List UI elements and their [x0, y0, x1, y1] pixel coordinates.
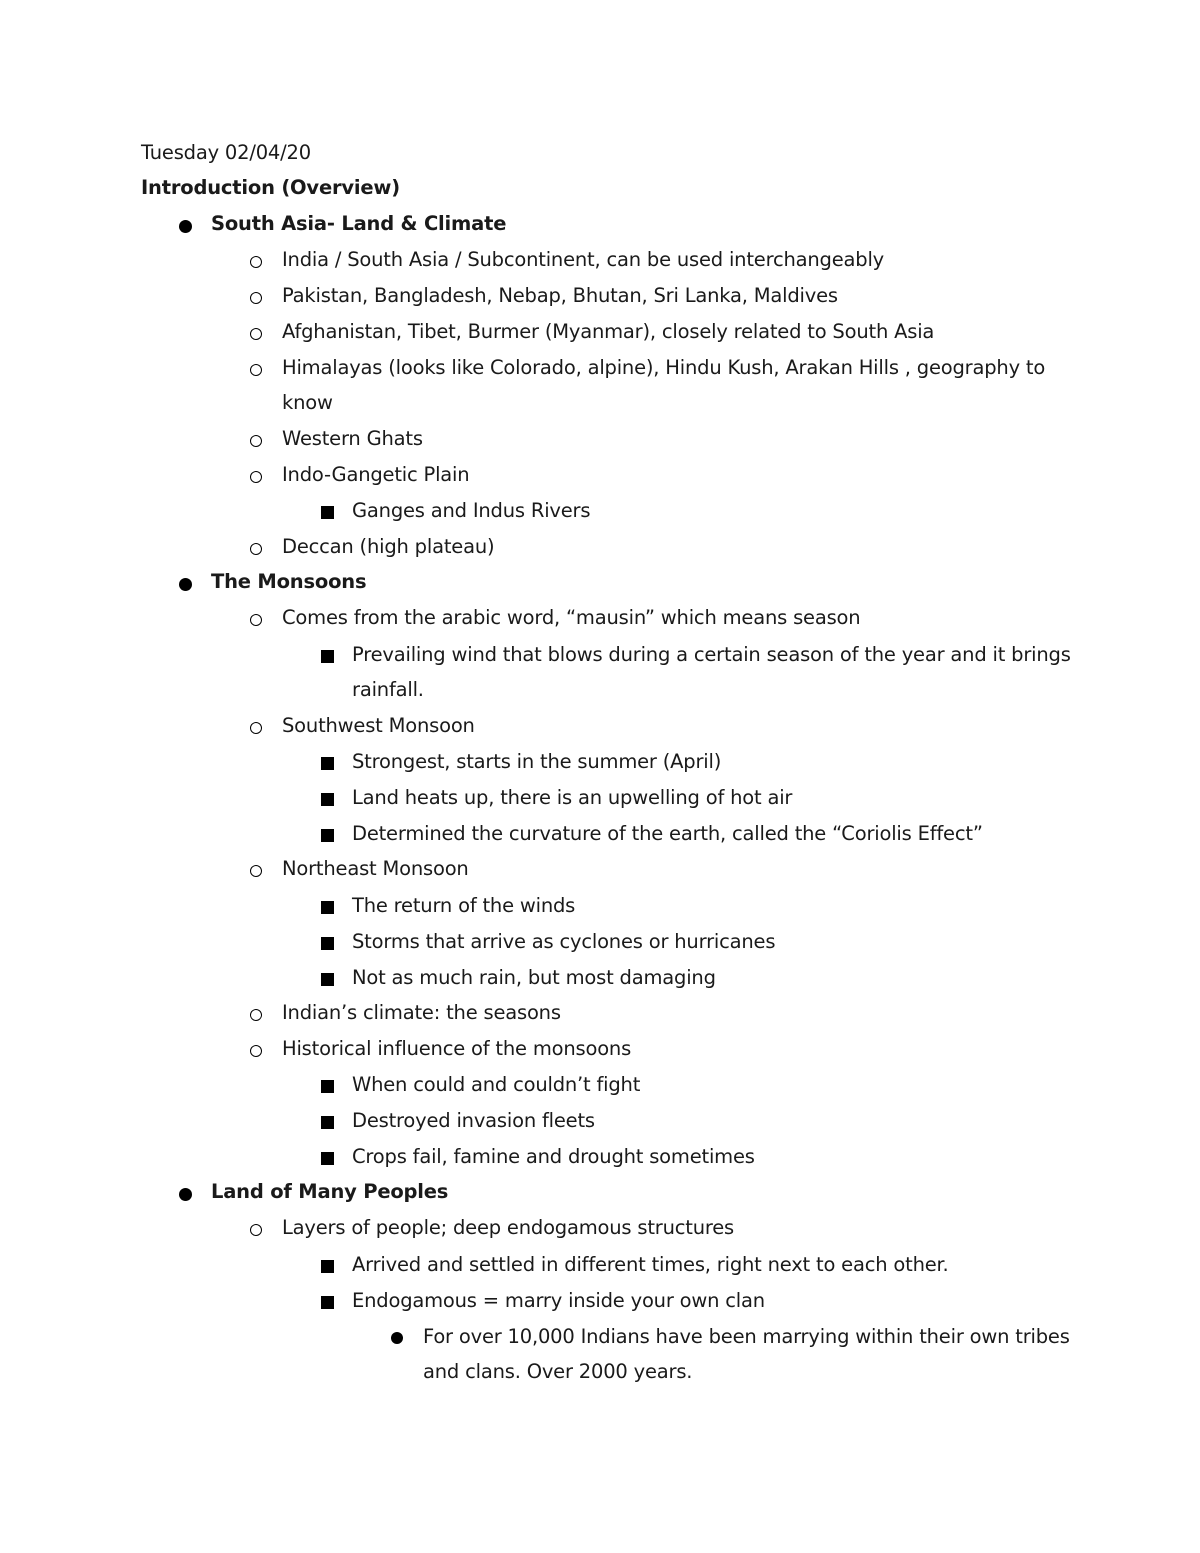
list-item: Ganges and Indus Rivers — [352, 499, 591, 522]
list-item: Indian’s climate: the seasons — [282, 1001, 561, 1024]
bullet-filled-icon — [179, 578, 192, 591]
bullet-hollow-icon — [250, 722, 262, 734]
bullet-square-icon — [321, 1260, 334, 1273]
list-item: Indo-Gangetic Plain — [282, 463, 470, 486]
list-item: Determined the curvature of the earth, called the “Coriolis Effect” — [352, 822, 983, 845]
list-item-continuation: know — [282, 391, 333, 414]
bullet-hollow-icon — [250, 1045, 262, 1057]
title-line: Introduction (Overview) — [141, 176, 400, 199]
list-item: India / South Asia / Subcontinent, can be used interchangeably — [282, 248, 885, 271]
list-item: Himalayas (looks like Colorado, alpine), Hindu Kush, Arakan Hills , geography to — [282, 356, 1046, 379]
bullet-hollow-icon — [250, 471, 262, 483]
list-item: Destroyed invasion fleets — [352, 1109, 595, 1132]
bullet-hollow-icon — [250, 256, 262, 268]
list-item: Land heats up, there is an upwelling of hot air — [352, 786, 793, 809]
bullet-hollow-icon — [250, 1009, 262, 1021]
list-item: Western Ghats — [282, 427, 423, 450]
list-item: Afghanistan, Tibet, Burmer (Myanmar), closely related to South Asia — [282, 320, 935, 343]
list-item: Southwest Monsoon — [282, 714, 475, 737]
list-item: Crops fail, famine and drought sometimes — [352, 1145, 755, 1168]
bullet-square-icon — [321, 1116, 334, 1129]
list-item: Storms that arrive as cyclones or hurricanes — [352, 930, 776, 953]
list-item: Deccan (high plateau) — [282, 535, 495, 558]
bullet-filled-icon — [179, 220, 192, 233]
list-item-continuation: rainfall. — [352, 678, 424, 701]
bullet-square-icon — [321, 757, 334, 770]
list-item: Land of Many Peoples — [211, 1180, 449, 1203]
bullet-hollow-icon — [250, 1224, 262, 1236]
bullet-square-icon — [321, 901, 334, 914]
list-item: South Asia- Land & Climate — [211, 212, 507, 235]
bullet-square-icon — [321, 1296, 334, 1309]
list-item: Layers of people; deep endogamous structures — [282, 1216, 735, 1239]
bullet-filled-icon — [391, 1332, 403, 1344]
bullet-square-icon — [321, 937, 334, 950]
list-item: Historical influence of the monsoons — [282, 1037, 632, 1060]
bullet-square-icon — [321, 1080, 334, 1093]
list-item: Comes from the arabic word, “mausin” which means season — [282, 606, 861, 629]
bullet-hollow-icon — [250, 865, 262, 877]
bullet-square-icon — [321, 973, 334, 986]
list-item: The return of the winds — [352, 894, 576, 917]
list-item: Arrived and settled in different times, right next to each other. — [352, 1253, 949, 1276]
bullet-hollow-icon — [250, 292, 262, 304]
list-item: The Monsoons — [211, 570, 367, 593]
bullet-square-icon — [321, 793, 334, 806]
bullet-square-icon — [321, 650, 334, 663]
list-item: Endogamous = marry inside your own clan — [352, 1289, 765, 1312]
list-item: When could and couldn’t fight — [352, 1073, 641, 1096]
list-item: Pakistan, Bangladesh, Nebap, Bhutan, Sri Lanka, Maldives — [282, 284, 838, 307]
list-item: For over 10,000 Indians have been marrying within their own tribes — [423, 1325, 1070, 1348]
bullet-hollow-icon — [250, 614, 262, 626]
bullet-hollow-icon — [250, 328, 262, 340]
bullet-hollow-icon — [250, 543, 262, 555]
list-item: Not as much rain, but most damaging — [352, 966, 716, 989]
bullet-square-icon — [321, 1152, 334, 1165]
bullet-hollow-icon — [250, 364, 262, 376]
bullet-square-icon — [321, 506, 334, 519]
date-line: Tuesday 02/04/20 — [141, 141, 311, 164]
list-item: Prevailing wind that blows during a certain season of the year and it brings — [352, 643, 1071, 666]
list-item: Northeast Monsoon — [282, 857, 469, 880]
list-item-continuation: and clans. Over 2000 years. — [423, 1360, 693, 1383]
bullet-square-icon — [321, 829, 334, 842]
bullet-hollow-icon — [250, 435, 262, 447]
bullet-filled-icon — [179, 1188, 192, 1201]
list-item: Strongest, starts in the summer (April) — [352, 750, 722, 773]
